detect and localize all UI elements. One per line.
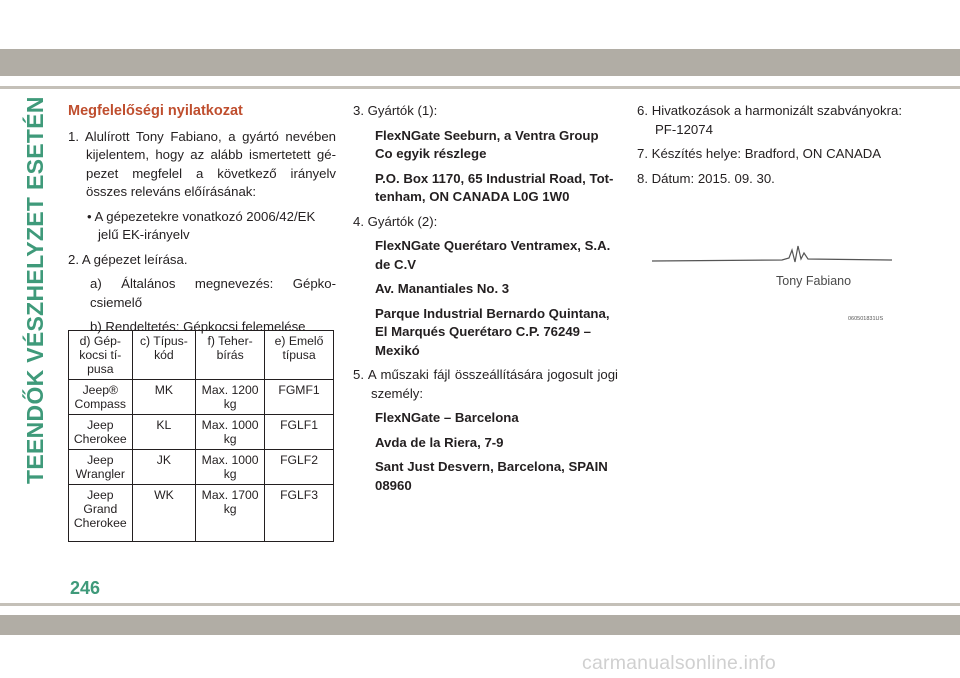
table-header-cell: e) Emelő típusa <box>265 331 334 380</box>
list-item-4: 4. Gyártók (2): <box>353 213 438 229</box>
list-item-3: 3. Gyártók (1): <box>353 103 438 118</box>
list-item-2: 2. A gépezet leírása. <box>68 251 188 267</box>
list-item-1: 1. Alulírott Tony Fabiano, a gyártó nevében kijelentem, hogy az alább ismertetett gépezet megfelel a következő irányelv összes releváns előírásának: <box>68 128 336 199</box>
table-cell: JK <box>132 450 196 485</box>
list-item-7: 7. Készítés helye: Bradford, ON CANADA <box>637 146 882 161</box>
table-cell: Max. 1000 kg <box>196 415 265 450</box>
table-cell: Jeep Grand Cherokee <box>69 485 133 542</box>
table-row <box>69 415 334 450</box>
manufacturer-2-address-1: Av. Manantiales No. 3 <box>375 281 510 296</box>
footer-band <box>0 615 960 635</box>
signatory-name: Tony Fabiano <box>776 274 852 288</box>
table-header-row <box>69 331 334 380</box>
section-side-title: TEENDŐK VÉSZHELYZET ESETÉN <box>22 96 48 484</box>
vehicle-jack-table <box>68 330 334 542</box>
document-code: 060501831US <box>848 316 884 322</box>
table-row <box>69 485 334 542</box>
page-number: 246 <box>70 578 101 598</box>
bullet-directive: • A gépezetekre vonatkozó 2006/42/EK jelű EK-irányelv <box>87 208 316 242</box>
table-header-cell: d) Gépkocsi típusa <box>69 331 133 380</box>
table-header-cell: c) Típuskód <box>132 331 196 380</box>
table-cell: FGMF1 <box>265 380 334 415</box>
header-rule <box>0 86 960 89</box>
list-item-6: 6. Hivatkozások a harmonizált szabványokra: PF-12074 <box>637 103 902 137</box>
manufacturer-2-address-2: Parque Industrial Bernardo Quintana, El Marqués Querétaro C.P. 76249 – Mexikó <box>375 305 610 358</box>
table-cell: WK <box>132 485 196 542</box>
list-item-2b: b) Rendeltetés: Gépkocsi felemelése <box>90 319 306 334</box>
column-right <box>637 102 902 194</box>
list-item-5: 5. A műszaki fájl összeállítására jogosult jogi személy: <box>353 367 618 401</box>
section-heading: Megfelelőségi nyilatkozat <box>68 103 243 119</box>
table-row <box>69 380 334 415</box>
table-cell: Jeep® Compass <box>69 380 133 415</box>
handwritten-signature <box>652 232 892 272</box>
table-cell: Jeep Wrangler <box>69 450 133 485</box>
legal-person-address-2: Sant Just Desvern, Barcelona, SPAIN 08960 <box>375 459 608 493</box>
legal-person-address-1: Avda de la Riera, 7-9 <box>375 434 504 450</box>
table-cell: Max. 1000 kg <box>196 450 265 485</box>
manufacturer-2-name: FlexNGate Querétaro Ventramex, S.A. de C.V <box>375 238 611 272</box>
footer-rule <box>0 603 960 606</box>
table-cell: Max. 1700 kg <box>196 485 265 542</box>
table-cell: KL <box>132 415 196 450</box>
column-middle <box>353 102 618 501</box>
table-cell: FGLF3 <box>265 485 334 542</box>
column-left <box>68 102 336 343</box>
table-cell: FGLF1 <box>265 415 334 450</box>
signature-block <box>652 232 892 324</box>
header-band <box>0 49 960 76</box>
watermark-text: carmanualsonline.info <box>582 652 776 674</box>
manufacturer-1-address: P.O. Box 1170, 65 Industrial Road, Tottenham, ON CANADA L0G 1W0 <box>375 170 614 204</box>
manufacturer-1-name: FlexNGate Seeburn, a Ventra Group Co egyik részlege <box>375 127 599 161</box>
table-cell: Jeep Cherokee <box>69 415 133 450</box>
list-item-2a: a) Általános megnevezés: Gépkocsiemelő <box>90 276 336 310</box>
table-row <box>69 450 334 485</box>
table-cell: MK <box>132 380 196 415</box>
legal-person-name: FlexNGate – Barcelona <box>375 410 519 425</box>
table-cell: FGLF2 <box>265 450 334 485</box>
table-cell: Max. 1200 kg <box>196 380 265 415</box>
table-header-cell: f) Teherbírás <box>196 331 265 380</box>
list-item-8: 8. Dátum: 2015. 09. 30. <box>637 170 775 186</box>
